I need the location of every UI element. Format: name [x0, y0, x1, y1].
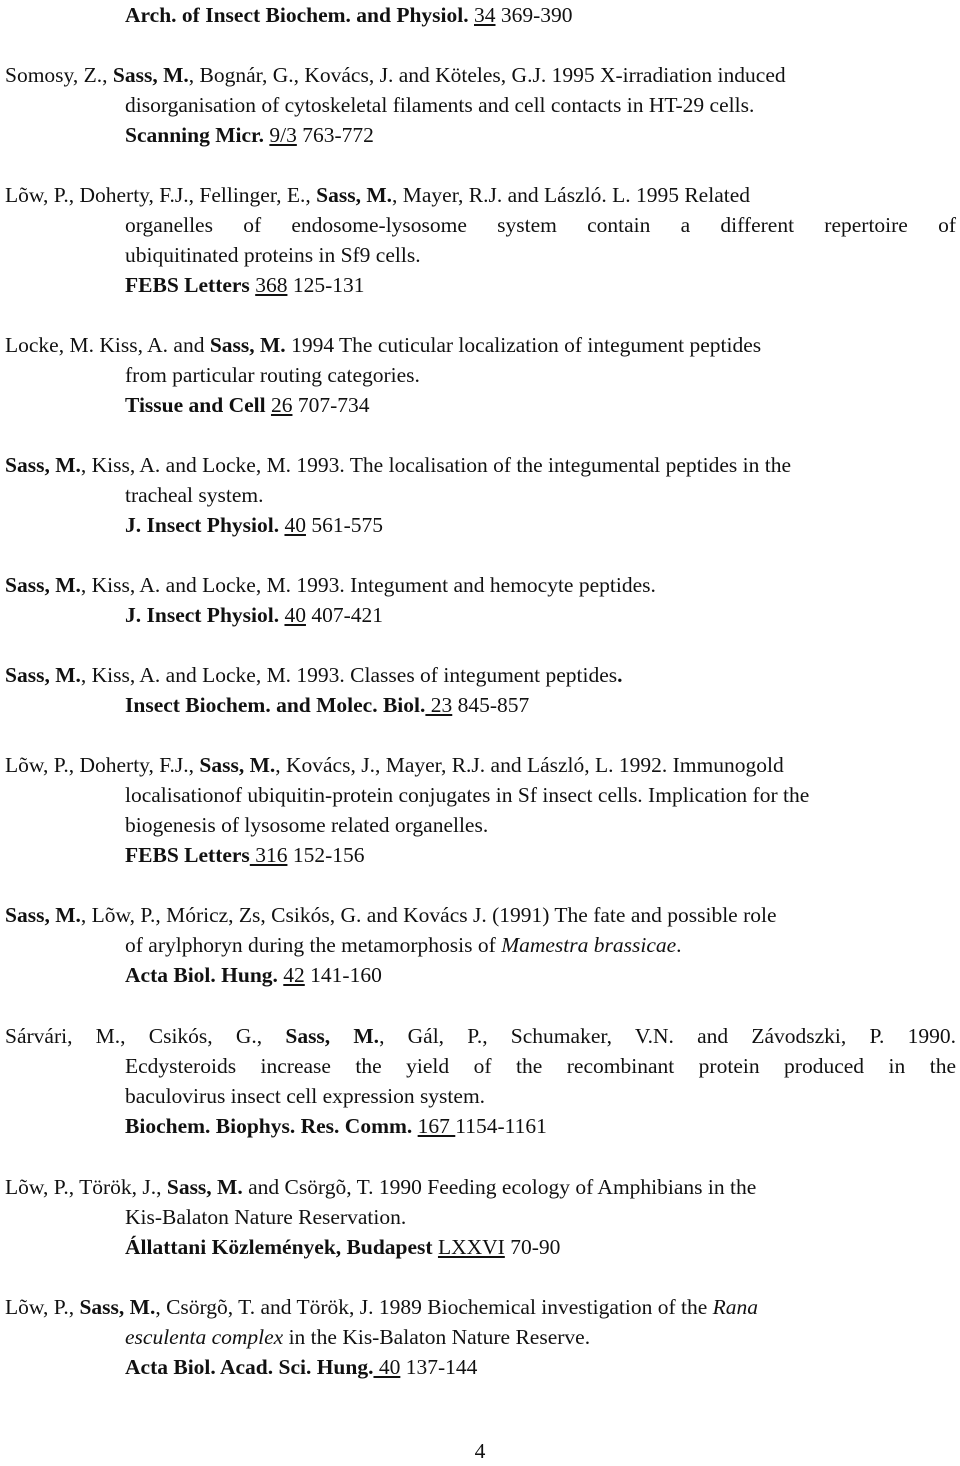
- bold-text: Tissue and Cell: [125, 393, 266, 417]
- line-text: 1994 The cuticular localization of integument peptides: [285, 333, 762, 357]
- bold-text: Sass, M.: [112, 63, 189, 87]
- reference-line: [125, 240, 421, 270]
- line-text: biogenesis of lysosome related organelles.: [125, 813, 489, 837]
- bold-text: Sass, M.: [5, 903, 81, 927]
- line-text: 1154-1161: [455, 1114, 547, 1138]
- bold-text: Acta Biol. Acad. Sci. Hung.: [125, 1355, 374, 1379]
- bold-text: Sass, M.: [199, 753, 276, 777]
- volume-number: 368: [255, 273, 288, 297]
- reference-line: [125, 270, 364, 300]
- reference-line: [125, 810, 488, 840]
- volume-number: 42: [283, 963, 305, 987]
- line-text: , Bognár, G., Kovács, J. and Köteles, G.J. 1995 X-irradiation induced: [188, 63, 786, 87]
- line-text: Ecdysteroids increase the yield of the recombinant protein produced in the: [125, 1054, 956, 1078]
- line-text: 763-772: [296, 123, 374, 147]
- reference-line: [5, 1021, 956, 1051]
- reference-line: [125, 930, 682, 960]
- bold-text: Sass, M.: [5, 663, 81, 687]
- reference-line: [125, 120, 374, 150]
- line-text: , Gál, P., Schumaker, V.N. and Závodszki, P. 1990.: [379, 1024, 957, 1048]
- reference-line: [125, 1352, 477, 1382]
- line-text: , Csörgõ, T. and Török, J. 1989 Biochemical investigation of the: [155, 1295, 713, 1319]
- line-text: Somosy, Z.,: [5, 63, 113, 87]
- bold-text: Insect Biochem. and Molec. Biol.: [125, 693, 426, 717]
- line-text: 152-156: [287, 843, 365, 867]
- line-text: Lõw, P., Török, J.,: [5, 1175, 167, 1199]
- line-text: .: [676, 933, 682, 957]
- reference-line: [125, 1081, 485, 1111]
- bold-text: Sass, M.: [209, 333, 286, 357]
- bold-text: Sass, M.: [166, 1175, 243, 1199]
- volume-number: 23: [425, 693, 453, 717]
- line-text: Lõw, P., Doherty, F.J.,: [5, 753, 200, 777]
- reference-line: [125, 1111, 547, 1141]
- line-text: from particular routing categories.: [125, 363, 420, 387]
- reference-line: [125, 1232, 560, 1262]
- reference-line: [125, 390, 370, 420]
- reference-line: [125, 360, 420, 390]
- line-text: 845-857: [452, 693, 530, 717]
- volume-number: 34: [474, 3, 496, 27]
- reference-line: [5, 900, 777, 930]
- line-text: 125-131: [287, 273, 365, 297]
- bold-text: Sass, M.: [5, 453, 81, 477]
- reference-line: [5, 180, 750, 210]
- reference-line: [5, 750, 784, 780]
- line-text: 707-734: [292, 393, 370, 417]
- reference-line: [125, 960, 382, 990]
- bold-text: Sass, M.: [316, 183, 393, 207]
- line-text: , Kovács, J., Mayer, R.J. and László, L. 1992. Immunogold: [275, 753, 784, 777]
- volume-number: 316: [249, 843, 288, 867]
- volume-number: 40: [284, 603, 306, 627]
- reference-line: [125, 1051, 956, 1081]
- line-text: of arylphoryn during the metamorphosis of: [125, 933, 502, 957]
- line-text: Lõw, P.,: [5, 1295, 80, 1319]
- reference-line: [5, 570, 656, 600]
- italic-text: Rana: [712, 1295, 759, 1319]
- line-text: , Lõw, P., Móricz, Zs, Csikós, G. and Kovács J. (1991) The fate and possible role: [80, 903, 777, 927]
- line-text: Lõw, P., Doherty, F.J., Fellinger, E.,: [5, 183, 317, 207]
- line-text: , Kiss, A. and Locke, M. 1993. Integument and hemocyte peptides.: [80, 573, 656, 597]
- page-number: 4: [474, 1439, 486, 1463]
- reference-line: [125, 1322, 590, 1352]
- bold-text: Scanning Micr.: [125, 123, 264, 147]
- bold-text: Acta Biol. Hung.: [125, 963, 278, 987]
- bold-text: Biochem. Biophys. Res. Comm.: [125, 1114, 413, 1138]
- reference-line: [125, 480, 264, 510]
- reference-line: [125, 780, 809, 810]
- reference-line: [125, 510, 383, 540]
- reference-line: [5, 1292, 758, 1322]
- italic-text: esculenta complex: [125, 1325, 284, 1349]
- reference-line: [125, 1202, 406, 1232]
- reference-line: [5, 660, 622, 690]
- line-text: in the Kis-Balaton Nature Reserve.: [283, 1325, 591, 1349]
- bold-text: FEBS Letters: [125, 843, 250, 867]
- reference-line: [125, 840, 364, 870]
- line-text: disorganisation of cytoskeletal filaments and cell contacts in HT-29 cells.: [125, 93, 755, 117]
- bold-text: Sass, M.: [285, 1024, 380, 1048]
- volume-number: 40: [373, 1355, 401, 1379]
- line-text: , Kiss, A. and Locke, M. 1993. Classes of integument peptides: [80, 663, 618, 687]
- volume-number: 26: [270, 393, 293, 417]
- line-text: , Mayer, R.J. and László. L. 1995 Related: [392, 183, 750, 207]
- line-text: Locke, M. Kiss, A. and: [5, 333, 210, 357]
- line-text: 137-144: [400, 1355, 478, 1379]
- line-text: 141-160: [304, 963, 382, 987]
- line-text: tracheal system.: [125, 483, 264, 507]
- volume-number: 9/3: [269, 123, 297, 147]
- volume-number: 40: [284, 513, 306, 537]
- line-text: 70-90: [504, 1235, 561, 1259]
- bold-text: .: [617, 663, 623, 687]
- reference-line: [5, 450, 791, 480]
- line-text: localisationof ubiquitin-protein conjugates in Sf insect cells. Implication for the: [125, 783, 810, 807]
- reference-line: [5, 330, 761, 360]
- bold-text: Arch. of Insect Biochem. and Physiol.: [125, 3, 469, 27]
- line-text: 407-421: [305, 603, 384, 627]
- bold-text: J. Insect Physiol.: [125, 603, 280, 627]
- line-text: ubiquitinated proteins in Sf9 cells.: [125, 243, 421, 267]
- bold-text: Állattani Közlemények, Budapest: [125, 1235, 433, 1259]
- line-text: , Kiss, A. and Locke, M. 1993. The localisation of the integumental peptides in the: [80, 453, 792, 477]
- reference-line: [125, 0, 573, 30]
- reference-line: [5, 60, 786, 90]
- reference-line: [125, 690, 529, 720]
- reference-line: [125, 90, 754, 120]
- bold-text: J. Insect Physiol.: [125, 513, 280, 537]
- reference-line: [125, 210, 956, 240]
- line-text: 561-575: [305, 513, 384, 537]
- line-text: 369-390: [495, 3, 573, 27]
- line-text: organelles of endosome-lysosome system contain a different repertoire of: [125, 213, 956, 237]
- volume-number: LXXVI: [437, 1235, 505, 1259]
- volume-number: 167: [417, 1114, 456, 1138]
- line-text: baculovirus insect cell expression system.: [125, 1084, 486, 1108]
- line-text: Kis-Balaton Nature Reservation.: [125, 1205, 407, 1229]
- line-text: Sárvári, M., Csikós, G.,: [5, 1024, 286, 1048]
- bold-text: Sass, M.: [79, 1295, 156, 1319]
- bold-text: Sass, M.: [5, 573, 81, 597]
- bold-text: FEBS Letters: [125, 273, 250, 297]
- italic-text: Mamestra brassicae: [501, 933, 677, 957]
- line-text: and Csörgõ, T. 1990 Feeding ecology of Amphibians in the: [242, 1175, 757, 1199]
- reference-line: [125, 600, 383, 630]
- reference-line: [5, 1172, 756, 1202]
